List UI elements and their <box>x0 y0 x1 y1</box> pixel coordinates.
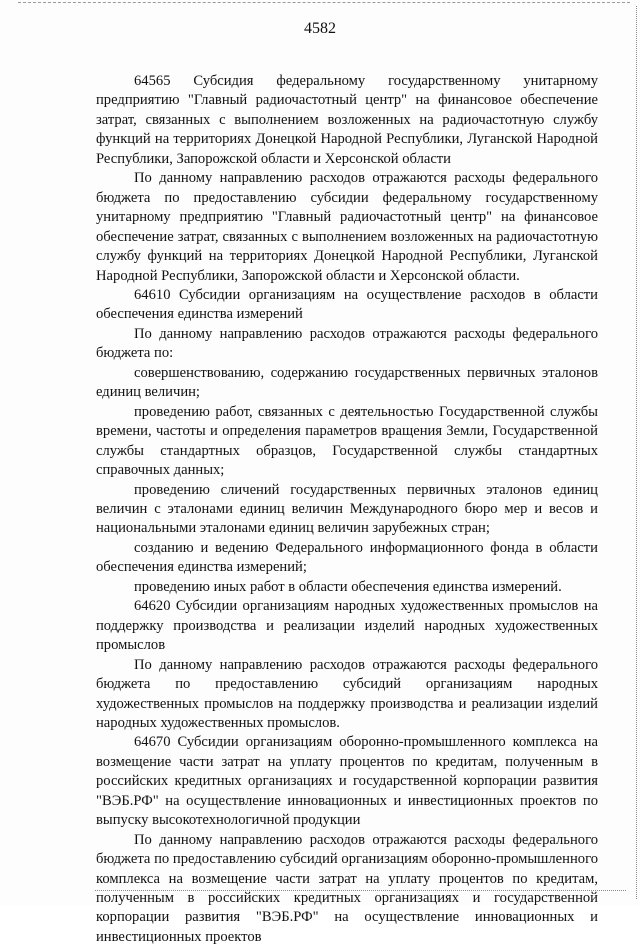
scan-right-edge <box>636 6 637 899</box>
scan-bottom-edge <box>95 890 626 891</box>
scan-top-edge <box>18 2 630 3</box>
list-item: совершенствованию, содержанию государственных первичных эталонов единиц величин; <box>96 364 598 401</box>
list-item: проведению сличений государственных первичных эталонов единиц величин с эталонами единиц величин Международного бюро мер и весов и национальными эталонами единиц величин зарубежных стран; <box>96 481 598 537</box>
list-item: созданию и ведению Федерального информационного фонда в области обеспечения единства измерений; <box>96 539 598 576</box>
page-number: 4582 <box>304 20 336 37</box>
paragraph-64620-description: По данному направлению расходов отражаются расходы федерального бюджета по предоставлению субсидий организациям народных художественных промыслов на поддержку производства и реализации изделий народных художественных промыслов. <box>96 656 598 731</box>
paragraph-64565-description: По данному направлению расходов отражаются расходы федерального бюджета по предоставлению субсидии федеральному государственному унитарному предприятию "Главный радиочастотный центр" на финансовое обеспечение затрат, связанных с выполнением возложенных на радиочастотную службу функций на территориях Донецкой Народной Республики, Луганской Народной Республики, Запорожской области и Херсонской области. <box>96 170 598 284</box>
paragraph-64610-description: По данному направлению расходов отражаются расходы федерального бюджета по: <box>96 325 598 362</box>
paragraph-64670-title: 64670 Субсидии организациям оборонно-промышленного комплекса на возмещение части затрат на уплату процентов по кредитам, полученным в российских кредитных организациях и государственной корпорации развития "ВЭБ.РФ" на осуществление инновационных и инвестиционных проектов по выпуску высокотехнологичной продукции <box>96 734 598 829</box>
document-body <box>96 72 598 947</box>
paragraph-64620-title: 64620 Субсидии организациям народных художественных промыслов на поддержку производства и реализации изделий народных художественных промыслов <box>96 598 598 654</box>
list-item: проведению иных работ в области обеспечения единства измерений. <box>134 578 562 595</box>
paragraph-64565-title: 64565 Субсидия федеральному государственному унитарному предприятию "Главный радиочастотный центр" на финансовое обеспечение затрат, связанных с выполнением возложенных на радиочастотную службу функций на территориях Донецкой Народной Республики, Луганской Народной Республики, Запорожской области и Херсонской области <box>96 73 598 167</box>
paragraph-64670-description: По данному направлению расходов отражаются расходы федерального бюджета по предоставлению субсидий организациям оборонно-промышленного комплекса на возмещение части затрат на уплату процентов по кредитам, полученным в российских кредитных организациях и государственной корпорации развития "ВЭБ.РФ" на осуществление инновационных и инвестиционных проектов <box>96 831 598 945</box>
paragraph-64610-title: 64610 Субсидии организациям на осуществление расходов в области обеспечения единства измерений <box>96 286 598 323</box>
list-item: проведению работ, связанных с деятельностью Государственной службы времени, частоты и определения параметров вращения Земли, Государственной службы стандартных образцов, Государственной службы стандартных справочных данных; <box>96 403 598 479</box>
